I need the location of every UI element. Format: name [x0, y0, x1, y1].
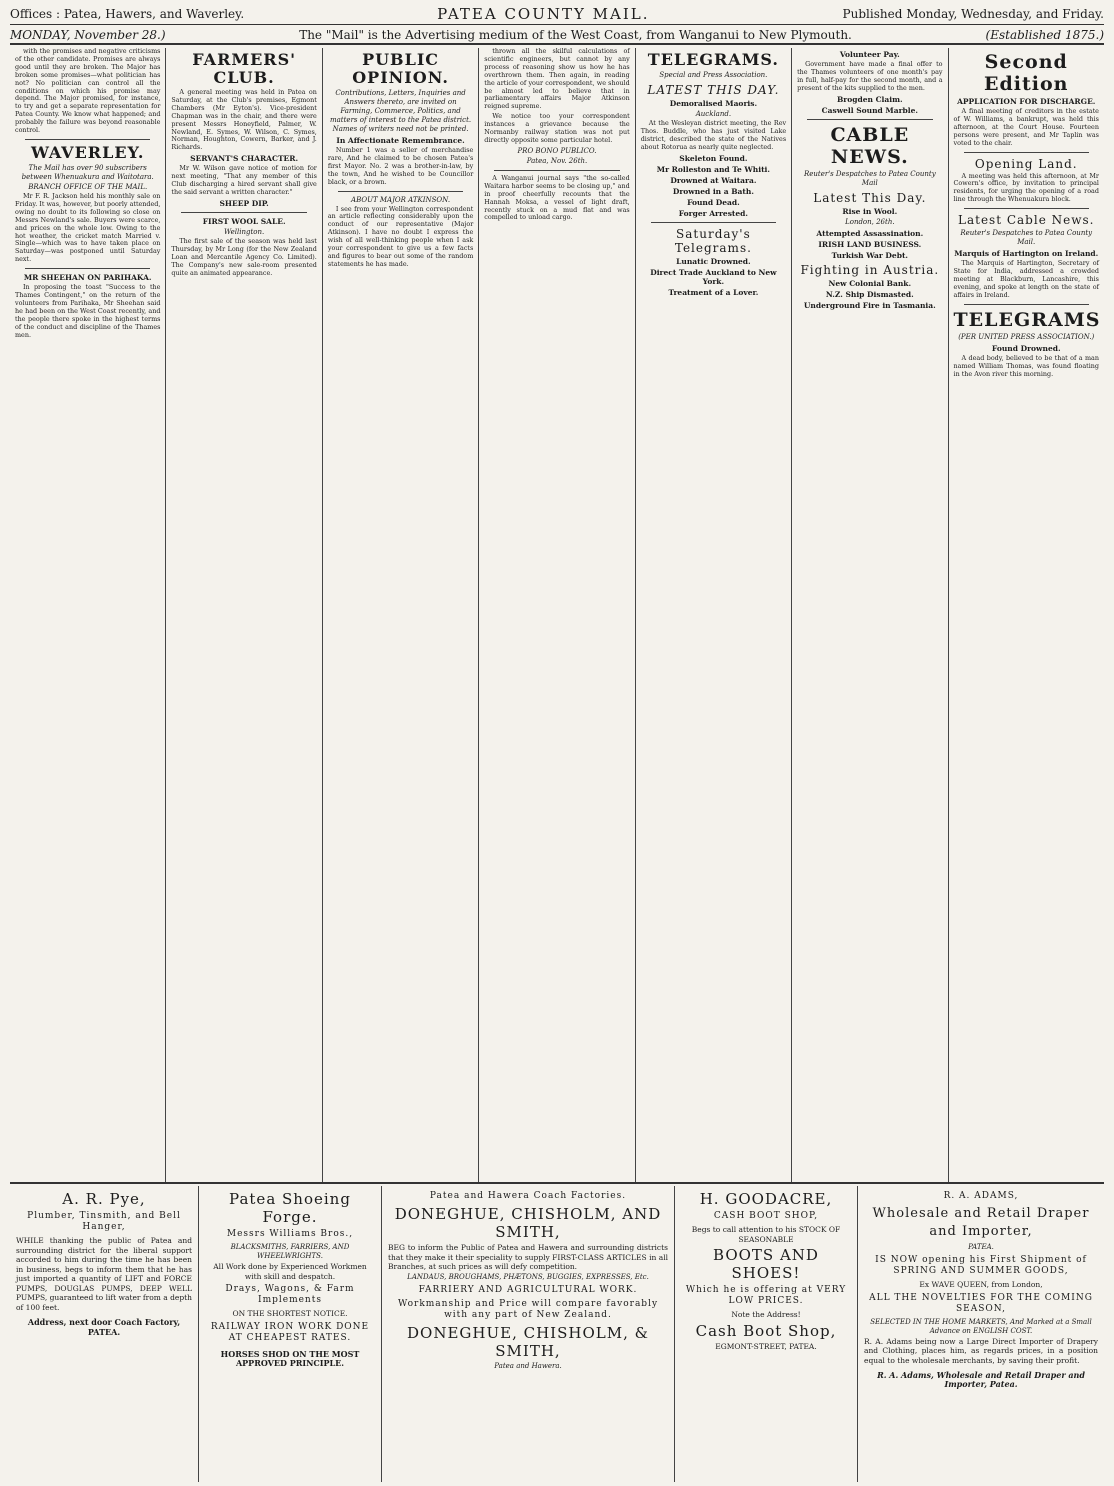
divider: [25, 139, 150, 140]
column-7: [949, 48, 1104, 1182]
divider: [181, 212, 306, 213]
dateline: Patea, Nov. 26th.: [526, 156, 588, 165]
section-heading: TELEGRAMS.: [647, 50, 779, 69]
ad-pye: [10, 1186, 199, 1482]
section-heading: Fighting in Austria.: [800, 262, 940, 277]
article-subheading: Underground Fire in Tasmania.: [803, 300, 936, 310]
section-heading: Latest Cable News.: [958, 213, 1095, 228]
ad-trade: BLACKSMITHS, FARRIERS, AND WHEELWRIGHTS.: [230, 1243, 350, 1260]
ad-firm: Messrs Williams Bros.,: [226, 1229, 354, 1239]
article-subheading: N.Z. Ship Dismasted.: [825, 289, 914, 299]
article-body: thrown all the skilful calculations of scientific engineers, but cannot by any process of reasoning show us how he has overthrown them. Then again, in reading the article of your correspondent, we should be almost led to believe that in parliamentary affairs Major Atkinson reigned supreme.: [484, 48, 630, 111]
section-note: (PER UNITED PRESS ASSOCIATION.): [958, 332, 1095, 341]
ad-place: EGMONT-STREET, PATEA.: [715, 1341, 817, 1351]
article-heading: FIRST WOOL SALE.: [202, 216, 286, 226]
article-subheading: Demoralised Maoris.: [669, 99, 758, 108]
section-heading: Latest This Day.: [813, 190, 927, 205]
section-note: Special and Press Association.: [659, 71, 768, 79]
article-body: Mr W. Wilson gave notice of motion for next meeting, "That any member of this Club discharging a hired servant shall give the said servant a written character.": [171, 164, 317, 196]
ad-trade: Plumber, Tinsmith, and Bell Hanger,: [27, 1211, 181, 1232]
ad-title: H. GOODACRE,: [699, 1190, 833, 1208]
ad-line: LANDAUS, BROUGHAMS, PHÆTONS, BUGGIES, EXPRESSES, Etc.: [407, 1272, 649, 1281]
column-5: [636, 48, 792, 1182]
ad-line: ON THE SHORTEST NOTICE.: [232, 1309, 348, 1318]
established-note: (Established 1875.): [985, 27, 1104, 42]
ad-line: Note the Address!: [731, 1310, 801, 1319]
ad-title: Patea and Hawera Coach Factories.: [429, 1191, 627, 1201]
article-subheading: Forger Arrested.: [678, 208, 749, 218]
article-subheading: Caswell Sound Marble.: [821, 105, 918, 115]
ad-adams: [858, 1186, 1104, 1482]
ad-place: Patea and Hawera.: [494, 1361, 562, 1370]
article-subheading: APPLICATION FOR DISCHARGE.: [957, 97, 1096, 106]
article-subheading: Direct Trade Auckland to New York.: [650, 267, 777, 286]
newspaper-title: PATEA COUNTY MAIL.: [437, 5, 650, 23]
article-body: We notice too your correspondent instances a grievance because the Normanby railway station was not put directly opposite some particular hotel.: [484, 112, 630, 144]
article-body: The Marquis of Hartington, Secretary of State for India, addressed a crowded meeting at Blackburn, Lancashire, this evening, and spoke at length on the state of affairs in Ireland.: [953, 259, 1099, 299]
article-subheading: Volunteer Pay.: [839, 50, 900, 59]
section-note: Reuter's Despatches to Patea County Mail.: [960, 229, 1093, 247]
ad-trade: Wholesale and Retail Draper and Importer,: [872, 1206, 1090, 1239]
ad-line: Which he is offering at VERY LOW PRICES.: [685, 1285, 847, 1306]
ad-body: BEG to inform the Public of Patea and Hawera and surrounding districts that they make it their speciality to supply FIRST-CLASS ARTICLES in all Branches, at such prices as will defy competition.: [388, 1243, 668, 1271]
column-1: [10, 48, 166, 1182]
article-intro: with the promises and negative criticisms of the other candidate. Promises are always good until they are broken. The Major has broken some promises—what politician has not? No politician can control all the conditions on which his promise may depend. The Major promised, for instance, to try and get a separate representation for Patea County. We know what happened; and probably the failure was beyond reasonable control.: [15, 48, 161, 135]
column-3: [323, 48, 479, 1182]
ad-coach-factory: [382, 1186, 675, 1482]
article-heading: MR SHEEHAN ON PARIHAKA.: [23, 273, 152, 283]
divider: [964, 304, 1089, 305]
article-body: A meeting was held this afternoon, at Mr Cowern's office, by invitation to principal residents, for urging the opening of a road line through the Whenuakura block.: [953, 171, 1099, 204]
article-subheading: Turkish War Debt.: [831, 250, 909, 260]
publication-days: Published Monday, Wednesday, and Friday.: [842, 7, 1104, 21]
advertisements: [10, 1186, 1104, 1482]
subhead: [10, 26, 1104, 45]
article-subheading: Treatment of a Lover.: [668, 287, 759, 297]
ad-line: Ex WAVE QUEEN, from London,: [919, 1280, 1043, 1289]
news-columns: [10, 48, 1104, 1184]
ad-footer: Cash Boot Shop,: [695, 1321, 837, 1340]
ad-line: RAILWAY IRON WORK DONE AT CHEAPEST RATES.: [210, 1321, 370, 1343]
article-body: A final meeting of creditors in the estate of W. Williams, a bankrupt, was held this afternoon, at the Court House. Fourteen persons were present, and Mr Taplin was voted to the chair.: [953, 107, 1099, 147]
ad-forge: [199, 1186, 382, 1482]
divider: [651, 222, 776, 223]
ad-line: ALL THE NOVELTIES FOR THE COMING SEASON,: [869, 1292, 1093, 1314]
article-subheading: Found Dead.: [687, 197, 740, 207]
section-heading: Second Edition: [984, 51, 1069, 95]
article-body: A Wanganui journal says "the so-called Waitara harbor seems to be closing up," and in proof cheerfully recounts that the Hannah Moksa, a vessel of light draft, recently stuck on a mud flat and was compelled to unload cargo.: [484, 173, 630, 222]
ad-footer: DONEGHUE, CHISHOLM, & SMITH,: [407, 1323, 649, 1360]
dateline: Wellington.: [224, 227, 265, 236]
ad-title: A. R. Pye,: [62, 1190, 146, 1208]
divider: [964, 152, 1089, 153]
article-subheading: Marquis of Hartington on Ireland.: [954, 249, 1099, 259]
column-4: [479, 48, 635, 1182]
divider: [338, 191, 463, 192]
ad-line: FARRIERY AND AGRICULTURAL WORK.: [418, 1284, 638, 1295]
column-2: [166, 48, 322, 1182]
article-subheading: Drowned at Waitara.: [670, 175, 757, 185]
section-heading: FARMERS' CLUB.: [192, 50, 297, 87]
article-body: I see from your Wellington correspondent an article reflecting considerably upon the conduct of our representative (Major Atkinson). I have no doubt I express the wish of all well-thinking people when I ask your correspondent to give us a few facts and figures to bear out some of the random statements he has made.: [327, 204, 474, 268]
article-subheading: Mr Rolleston and Te Whiti.: [656, 164, 771, 174]
divider: [964, 208, 1089, 209]
article-subheading: SERVANT'S CHARACTER.: [190, 154, 299, 164]
ad-place: PATEA.: [968, 1243, 994, 1251]
ad-line: BOOTS AND SHOES!: [713, 1246, 819, 1282]
ad-body: WHILE thanking the public of Patea and surrounding district for the liberal support accorded to him during the time he has been in business, begs to inform them that he has just imported a quantity of LIFT and FORCE PUMPS, DOUGLAS PUMPS, DEEP WELL PUMPS, guaranteed to lift water from a depth of 100 feet.: [16, 1236, 192, 1312]
article-subheading: Brogden Claim.: [836, 94, 903, 104]
article-subheading: IRISH LAND BUSINESS.: [818, 239, 922, 249]
ad-line: SELECTED IN THE HOME MARKETS, And Marked at a Small Advance on ENGLISH COST.: [870, 1317, 1092, 1335]
ad-line: Workmanship and Price will compare favorably with any part of New Zealand.: [397, 1298, 659, 1320]
section-heading: LATEST THIS DAY.: [647, 83, 780, 97]
article-body: The first sale of the season was held last Thursday, by Mr Long (for the New Zealand Loan and Mercantile Agency Co. Limited). The Company's new sale-room presented quite an animated appearance.: [171, 236, 317, 277]
ad-goodacre: [675, 1186, 858, 1482]
signature: PRO BONO PUBLICO.: [517, 146, 597, 155]
ad-line: Begs to call attention to his STOCK OF SEASONABLE: [691, 1225, 841, 1244]
article-subheading: Rise in Wool.: [842, 206, 898, 216]
ad-footer: Address, next door Coach Factory, PATEA.: [27, 1317, 181, 1337]
ad-body: R. A. Adams being now a Large Direct Importer of Drapery and Clothing, places him, as regards prices, in a position equal to the wholesale merchants, by saving their profit.: [864, 1336, 1098, 1365]
masthead: [10, 4, 1104, 25]
ad-line: IS NOW opening his First Shipment of SPRING AND SUMMER GOODS,: [875, 1255, 1087, 1276]
section-heading: PUBLIC OPINION.: [352, 50, 449, 87]
ad-title: Patea Shoeing Forge.: [229, 1190, 351, 1226]
article-subheading: SHEEP DIP.: [219, 198, 269, 208]
article-body: Number 1 was a seller of merchandise rare, And he claimed to be chosen Patea's first Mayor. No. 2 was a brother-in-law, by the town, And he wished to be Councillor black, or a brown.: [327, 146, 474, 186]
section-note: Contributions, Letters, Inquiries and Answers thereto, are invited on Farming, Commerce, Politics, and matters of interest to the Patea district. Names of writers need not be printed.: [329, 89, 472, 133]
ad-line: CASH BOOT SHOP,: [713, 1211, 819, 1221]
article-body: At the Wesleyan district meeting, the Rev Thos. Buddle, who has just visited Lake district, described the state of the Natives about Rotorua as nearly quite neglected.: [640, 119, 787, 151]
article-subheading: Skeleton Found.: [679, 153, 748, 163]
section-note: BRANCH OFFICE OF THE MAIL.: [28, 182, 148, 191]
section-note: Reuter's Despatches to Patea County Mail: [803, 169, 936, 187]
ad-line: All Work done by Experienced Workmen with skill and despatch.: [213, 1262, 367, 1281]
section-heading: Opening Land.: [974, 156, 1078, 171]
section-heading: CABLE NEWS.: [830, 123, 910, 168]
ad-footer: R. A. Adams, Wholesale and Retail Draper and Importer, Patea.: [877, 1370, 1085, 1389]
article-subheading: New Colonial Bank.: [828, 278, 912, 288]
article-subheading: In Affectionate Remembrance.: [336, 136, 465, 145]
article-subheading: Lunatic Drowned.: [676, 256, 751, 266]
article-body: Mr F. R. Jackson held his monthly sale on Friday. It was, however, but poorly attended, owing no doubt to its following so close on Messrs Newland's sale. Buyers were scarce, and prices on the whole low. Owing to the hot weather, the cricket match Married v. Single—which was to have taken place on Saturday—was postponed until Saturday next.: [15, 191, 161, 264]
offices-line: Offices : Patea, Hawers, and Waverley.: [10, 7, 245, 21]
article-body: Government have made a final offer to the Thames volunteers of one month's pay in full, half-pay for the second month, and a present of the kits supplied to the men.: [797, 60, 943, 92]
section-heading: WAVERLEY.: [30, 142, 145, 162]
article-body: In proposing the toast "Success to the Thames Contingent," on the return of the volunteers from Parihaka, Mr Sheehan said he had been on the West Coast recently, and the people there spoke in the highest terms of the conduct and discipline of the Thames men.: [15, 283, 161, 339]
section-note: The Mail has over 90 subscribers between Whenuakura and Waitotara.: [21, 163, 154, 181]
article-heading: ABOUT MAJOR ATKINSON.: [351, 195, 451, 204]
column-6: [792, 48, 948, 1182]
section-heading: Saturday's Telegrams.: [674, 226, 752, 255]
divider: [807, 119, 932, 120]
article-body: A dead body, believed to be that of a man named William Thomas, was found floating in the Avon river this morning.: [953, 353, 1099, 378]
ad-line: Drays, Wagons, & Farm Implements: [225, 1284, 355, 1305]
article-subheading: Attempted Assassination.: [816, 228, 924, 238]
article-body: A general meeting was held in Patea on Saturday, at the Club's premises, Egmont Chambers (Mr Eyton's). Vice-president Chapman was in the chair, and there were present Messrs Honeyfield, Palmer, W. Newland, E. Symes, W. Wilson, C. Symes, Norman, Houghton, Cowern, Barker, and J. Richards.: [171, 88, 317, 152]
ad-title: R. A. ADAMS,: [943, 1191, 1019, 1201]
issue-date: MONDAY, November 28.): [10, 27, 166, 42]
divider: [494, 170, 619, 171]
dateline: London, 26th.: [845, 217, 895, 226]
section-heading: TELEGRAMS: [953, 308, 1101, 331]
tagline: The "Mail" is the Advertising medium of the West Coast, from Wanganui to New Plymouth.: [299, 27, 852, 42]
divider: [25, 268, 150, 269]
article-subheading: Found Drowned.: [991, 343, 1061, 353]
ad-firm: DONEGHUE, CHISHOLM, AND SMITH,: [394, 1205, 662, 1241]
article-subheading: Drowned in a Bath.: [672, 186, 754, 196]
ad-footer: HORSES SHOD ON THE MOST APPROVED PRINCIPLE.: [220, 1348, 360, 1368]
dateline: Auckland.: [695, 110, 732, 118]
